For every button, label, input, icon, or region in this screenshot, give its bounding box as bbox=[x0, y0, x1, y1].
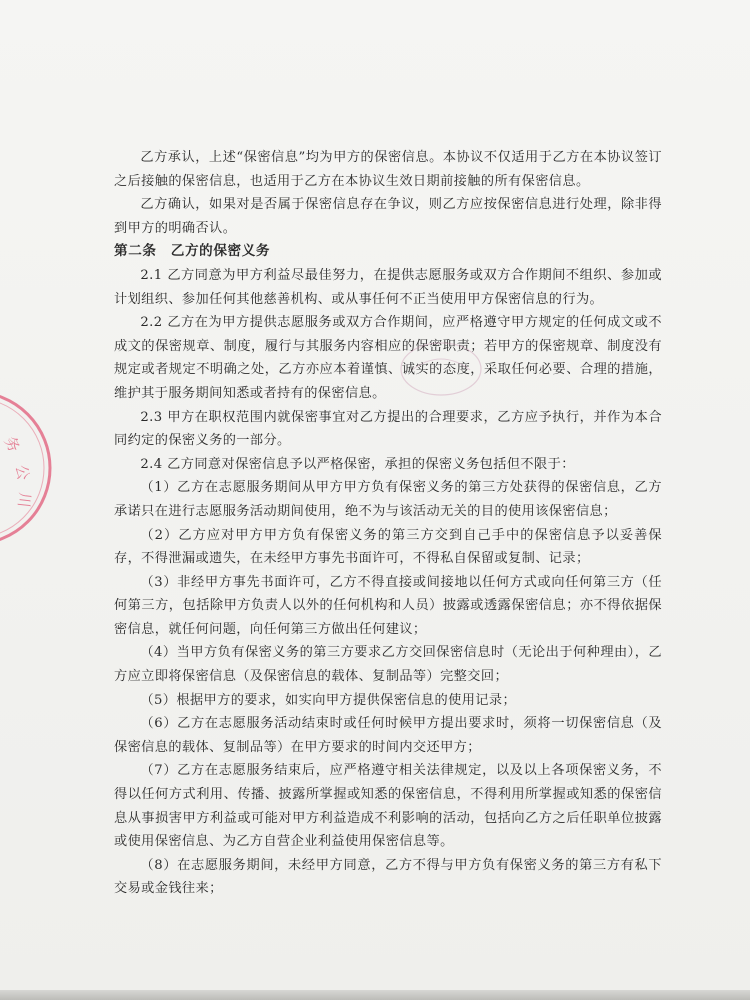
paragraph: 乙方承认，上述“保密信息”均为甲方的保密信息。本协议不仅适用于乙方在本协议签订之后接触的保密信息，也适用于乙方在本协议生效日期前接触的所有保密信息。 bbox=[114, 150, 662, 189]
svg-text:川: 川 bbox=[14, 491, 34, 509]
svg-text:公: 公 bbox=[12, 463, 33, 482]
paragraph: （8）在志愿服务期间，未经甲方同意，乙方不得与甲方负有保密义务的第三方有私下交易或金钱往来； bbox=[114, 857, 662, 897]
document-body bbox=[114, 146, 662, 901]
paragraph: （5）根据甲方的要求，如实向甲方提供保密信息的使用记录； bbox=[140, 692, 517, 708]
section-heading: 第二条 乙方的保密义务 bbox=[114, 243, 271, 260]
paragraph: （2）乙方应对甲方甲方负有保密义务的第三方交到自己手中的保密信息予以妥善保存，不得泄漏或遗失，在未经甲方事先书面许可，不得私自保留或复制、记录； bbox=[114, 527, 662, 567]
svg-text:务: 务 bbox=[0, 433, 24, 456]
red-seal-stamp bbox=[0, 388, 56, 548]
paragraph: 2.1 乙方同意为甲方利益尽最佳努力，在提供志愿服务或双方合作期间不组织、参加或计划组织、参加任何其他慈善机构、或从事任何不正当使用甲方保密信息的行为。 bbox=[114, 267, 662, 307]
paragraph: （3）非经甲方事先书面许可，乙方不得直接或间接地以任何方式或向任何第三方（任何第三方，包括除甲方负责人以外的任何机构和人员）披露或透露保密信息；亦不得依据保密信息，就任何问题，向任何第三方做出任何建议； bbox=[114, 574, 662, 637]
paragraph: 2.3 甲方在职权范围内就保密事宜对乙方提出的合理要求，乙方应予执行，并作为本合同约定的保密义务的一部分。 bbox=[114, 409, 662, 449]
scan-bottom-edge bbox=[0, 990, 750, 1000]
paragraph: （6）乙方在志愿服务活动结束时或任何时候甲方提出要求时，须将一切保密信息（及保密信息的载体、复制品等）在甲方要求的时间内交还甲方； bbox=[114, 716, 662, 755]
paragraph: 2.2 乙方在为甲方提供志愿服务或双方合作期间，应严格遵守甲方规定的任何成文或不成文的保密规章、制度，履行与其服务内容相应的保密职责；若甲方的保密规章、制度没有规定或者规定不明确之处，乙方亦应本着谨慎、诚实的态度，采取任何必要、合理的措施，维护其于服务期间知悉或者持有的保密信息。 bbox=[114, 315, 662, 401]
paragraph: （7）乙方在志愿服务结束后，应严格遵守相关法律规定，以及以上各项保密义务，不得以任何方式利用、传播、披露所掌握或知悉的保密信息，不得利用所掌握或知悉的保密信息从事损害甲方利益或可能对甲方利益造成不利影响的活动，包括向乙方之后任职单位披露或使用保密信息、为乙方自营企业利益使用保密信息等。 bbox=[114, 763, 662, 850]
paragraph: （4）当甲方负有保密义务的第三方要求乙方交回保密信息时（无论出于何种理由），乙方应立即将保密信息（及保密信息的载体、复制品等）完整交回； bbox=[114, 645, 662, 685]
paragraph: 2.4 乙方同意对保密信息予以严格保密，承担的保密义务包括但不限于： bbox=[140, 456, 575, 472]
paragraph: 乙方确认，如果对是否属于保密信息存在争议，则乙方应按保密信息进行处理，除非得到甲方的明确否认。 bbox=[114, 197, 662, 236]
paragraph: （1）乙方在志愿服务期间从甲方甲方负有保密义务的第三方处获得的保密信息，乙方承诺只在进行志愿服务活动期间使用，绝不为与该活动无关的目的使用该保密信息； bbox=[114, 480, 662, 519]
